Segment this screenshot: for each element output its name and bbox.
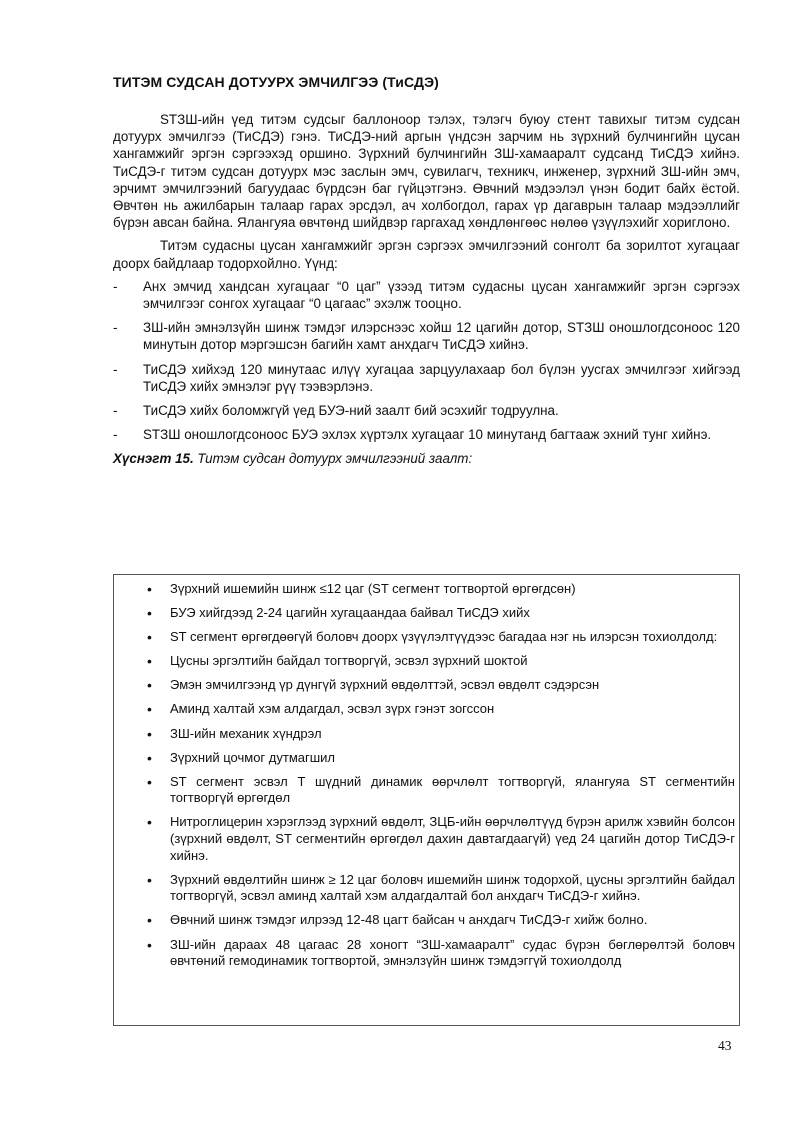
list-item: • Зүрхний цочмог дутмагшил	[114, 750, 735, 767]
selection-paragraph: Титэм судасны цусан хангамжийг эргэн сэргээх эмчилгээний сонголт ба зорилтот хугацааг доорх байдлаар тодорхойлно. Үүнд:	[113, 238, 740, 271]
page-number: 43	[718, 1038, 732, 1053]
list-item: - Анх эмчид хандсан хугацааг “0 цаг” үзээд титэм судасны цусан хангамжийг эргэн сэргээх эмчилгээг сонгох хугацааг “0 цагаас” эхэлж тооцно.	[113, 278, 740, 312]
list-item: • БУЭ хийгдээд 2-24 цагийн хугацаандаа байвал ТиСДЭ хийх	[114, 605, 735, 622]
table-caption-label: Хүснэгт 15.	[113, 451, 194, 467]
list-item: - ТиСДЭ хийх боломжгүй үед БУЭ-ний заалт бий эсэхийг тодруулна.	[113, 402, 740, 419]
list-item: • Зүрхний өвдөлтийн шинж ≥ 12 цаг боловч ишемийн шинж тодорхой, цусны эргэлтийн байдал тогтворгүй, эсвэл аминд халтай хэм алдагдалтай бол анхдагч ТиСДЭ-г хийнэ.	[114, 872, 735, 905]
list-item: • Цусны эргэлтийн байдал тогтворгүй, эсвэл зүрхний шоктой	[114, 653, 735, 670]
indications-list	[114, 575, 739, 970]
list-item: • Өвчний шинж тэмдэг илрээд 12-48 цагт байсан ч анхдагч ТиСДЭ-г хийж болно.	[114, 912, 735, 929]
table-caption-text: Титэм судсан дотуурх эмчилгээний заалт:	[193, 451, 473, 467]
dash-list	[113, 278, 740, 444]
body-content	[113, 111, 740, 472]
intro-paragraph: STЗШ-ийн үед титэм судсыг баллоноор тэлэх, тэлэгч буюу стент тавихыг титэм судсан дотуурх эмчилгээ (ТиСДЭ) гэнэ. ТиСДЭ-ний аргын үндсэн зарчим нь зүрхний булчингийн цусан хангамжийг эргэн сэргээхэд оршино. Зүрхний булчингийн ЗШ-хамааралт судсанд ТиСДЭ хийнэ. ТиСДЭ-г титэм судсан дотуурх мэс заслын эмч, сувилагч, техникч, инженер, зүрхний ЗШ-ийн эмч, эрчимт эмчилгээний багуудаас бүрдсэн баг гүйцэтгэнэ. Өвчний мэдээлэл үнэн бодит байх ёстой. Өвчтөн нь ажилбарын талаар гарах эрсдэл, ач холбогдол, гарах үр дагаврын талаар мэдээллийг бүрэн авсан байна. Ялангуяа өвчтөнд шийдвэр гаргахад хөндлөнгөөс нөлөө үзүүлэхийг хориглоно.	[113, 112, 740, 231]
list-item: • ST сегмент эсвэл T шүдний динамик өөрчлөлт тогтворгүй, ялангуяа ST сегментийн тогтворгүй өргөгдөл	[114, 774, 735, 807]
indications-table	[113, 574, 740, 1026]
list-item: • Эмэн эмчилгээнд үр дүнгүй зүрхний өвдөлттэй, эсвэл өвдөлт сэдэрсэн	[114, 677, 735, 694]
list-item: • Нитроглицерин хэрэглээд зүрхний өвдөлт, ЗЦБ-ийн өөрчлөлтүүд бүрэн арилж хэвийн болсон (зүрхний өвдөлт, ST сегментийн өргөгдөл дахин давтагдаагүй) үед 24 цагийн дотор ТиСДЭ-г хийнэ.	[114, 814, 735, 864]
list-item: - ТиСДЭ хийхэд 120 минутаас илүү хугацаа зарцуулахаар бол бүлэн уусгах эмчилгээг хийгээд ТиСДЭ хийх эмнэлэг рүү тээвэрлэнэ.	[113, 361, 740, 395]
list-item: - ЗШ-ийн эмнэлзүйн шинж тэмдэг илэрснээс хойш 12 цагийн дотор, STЗШ оношлогдсоноос 120 минутын дотор мэргэшсэн багийн хамт анхдагч ТиСДЭ хийнэ.	[113, 319, 740, 353]
list-item: • ЗШ-ийн механик хүндрэл	[114, 726, 735, 743]
list-item: • Аминд халтай хэм алдагдал, эсвэл зүрх гэнэт зогссон	[114, 701, 735, 718]
section-title: ТИТЭМ СУДСАН ДОТУУРХ ЭМЧИЛГЭЭ (ТиСДЭ)	[113, 74, 439, 90]
table-caption	[113, 450, 740, 467]
list-item: - STЗШ оношлогдсоноос БУЭ эхлэх хүртэлх хугацааг 10 минутанд багтааж эхний тунг хийнэ.	[113, 426, 740, 443]
list-item: • ЗШ-ийн дараах 48 цагаас 28 хоногт “ЗШ-хамааралт” судас бүрэн бөглөрөлтэй боловч өвчтөний гемодинамик тогтвортой, эмнэлзүйн шинж тэмдэггүй тохиолдолд	[114, 937, 735, 970]
list-item: • Зүрхний ишемийн шинж ≤12 цаг (ST сегмент тогтвортой өргөгдсөн)	[114, 581, 735, 598]
list-item: • ST сегмент өргөгдөөгүй боловч доорх үзүүлэлтүүдээс багадаа нэг нь илэрсэн тохиолдолд:	[114, 629, 735, 646]
